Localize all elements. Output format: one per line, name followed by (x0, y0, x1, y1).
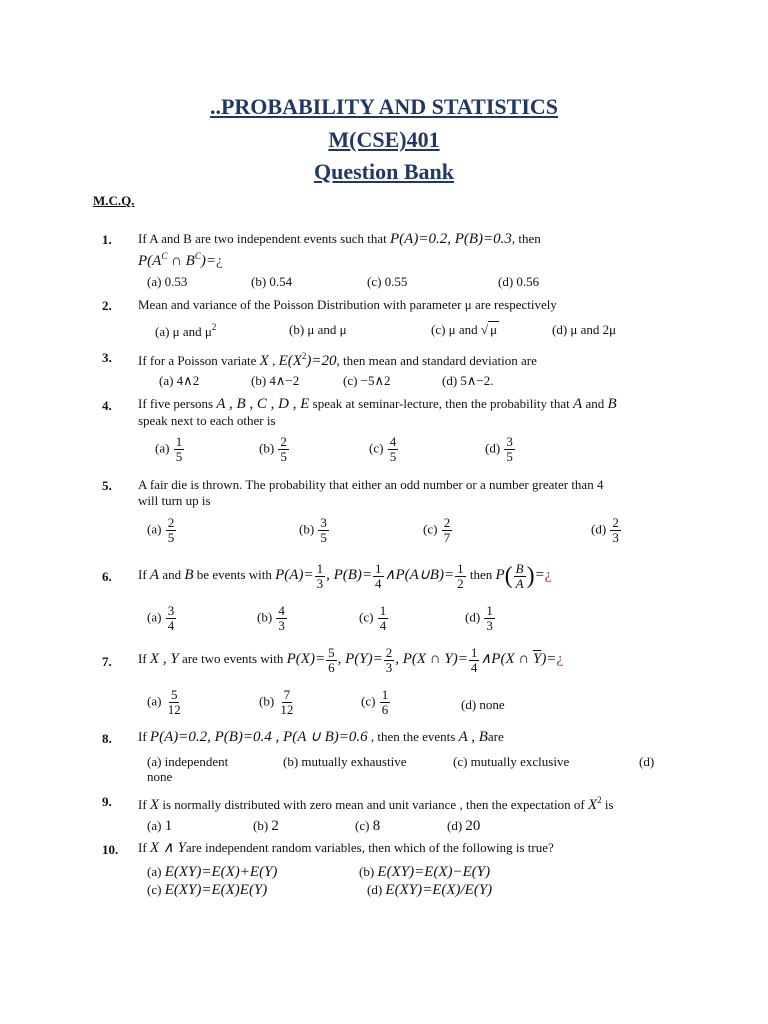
option-d: (d) $\frac{3}{5}$ (485, 434, 513, 464)
question-text: If X ∧ Yare independent random variables, then which of the following is true? (138, 840, 554, 856)
question-text-cont: will turn up is (138, 493, 211, 508)
option-d: (d) (639, 754, 655, 769)
option-b: (b) E(XY)=E(X)−E(Y) (359, 864, 491, 880)
question-number: 1. (102, 232, 112, 247)
question-text: Mean and variance of the Poisson Distribution with parameter μ are respectively (138, 297, 557, 312)
question-number: 2. (102, 298, 112, 313)
option-d: (d) none (461, 697, 505, 712)
question-number: 8. (102, 731, 112, 746)
option-b: (b) 4∧−2 (251, 373, 300, 388)
question-text: If A and B are two independent events such that P(A)=0.2, P(B)=0.3, then (138, 231, 541, 247)
option-a: (a) $\frac{5}{12}$ (147, 687, 181, 717)
course-code: M(CSE)401 (328, 127, 440, 152)
section-heading: M.C.Q. (93, 193, 135, 208)
option-a: (a) independent (147, 754, 229, 769)
option-b: (b) $\frac{7}{12}$ (259, 687, 294, 717)
option-d: (d) 20 (447, 818, 481, 834)
option-c: (c) 0.55 (367, 274, 408, 289)
question-text-cont: $P(A^C$ ∩ $B^C)=¿$ (138, 251, 223, 269)
question-text: If A and B be events with P(A)= $\frac{1}{3}$ , P(B)= $\frac{1}{4}$ ∧P(A∪B)= $\frac{1}{2}$ then P( $\frac{B}{A}$ )=¿ (138, 560, 552, 591)
question-number: 3. (102, 350, 112, 365)
option-c: (c) $\frac{2}{7}$ (423, 515, 451, 545)
option-d: (d) μ and 2μ (552, 322, 617, 337)
question-text: If for a Poisson variate X , $E(X^2)=20$, then mean and standard deviation are (138, 351, 537, 369)
option-a: (a) 1 (147, 818, 173, 834)
option-d-cont: none (147, 769, 173, 784)
option-b: (b) 0.54 (251, 274, 293, 289)
question-number: 9. (102, 794, 112, 809)
question-text: If X is normally distributed with zero mean and unit variance , then the expectation of $X^2$ is (138, 795, 614, 813)
option-c: (c) mutually exclusive (453, 754, 570, 769)
question-text: If five persons A , B , C , D , E speak at seminar-lecture, then the probability that A and B (138, 396, 617, 412)
option-a: (a) E(XY)=E(X)+E(Y) (147, 864, 278, 880)
option-a: (a) $\frac{1}{5}$ (155, 434, 183, 464)
option-c: (c) $\frac{1}{4}$ (359, 603, 387, 633)
option-b: (b) mutually exhaustive (283, 754, 407, 769)
question-text: A fair die is thrown. The probability that either an odd number or a number greater than 4 (138, 477, 604, 492)
question-text-cont: speak next to each other is (138, 413, 276, 428)
option-c: (c) μ and √ μ (431, 322, 498, 337)
option-c: (c) E(XY)=E(X)E(Y) (147, 882, 268, 898)
option-c: (c) −5∧2 (343, 373, 391, 388)
option-c: (c) $\frac{1}{6}$ (361, 687, 389, 717)
question-text: If P(A)=0.2, P(B)=0.4 , P(A ∪ B)=0.6 , then the events A , Bare (138, 729, 504, 745)
question-number: 7. (102, 654, 112, 669)
option-b: (b) 2 (253, 818, 279, 834)
option-a: (a) $\frac{2}{5}$ (147, 515, 175, 545)
doc-title: ..PROBABILITY AND STATISTICS (209, 94, 559, 119)
option-a: (a) 0.53 (147, 274, 188, 289)
option-d: (d) 5∧−2. (442, 373, 494, 388)
option-b: (b) $\frac{4}{3}$ (257, 603, 285, 633)
option-d: (d) E(XY)=E(X)/E(Y) (367, 882, 493, 898)
doc-subtitle: Question Bank (314, 159, 454, 184)
option-b: (b) $\frac{2}{5}$ (259, 434, 287, 464)
question-text: If X , Y are two events with P(X)= $\frac{5}{6}$ , P(Y)= $\frac{2}{3}$ , P(X ∩ Y)= $\frac{1}{4}$ ∧P(X ∩ $\overline{Y})=¿$ (138, 644, 564, 675)
option-d: (d) $\frac{1}{3}$ (465, 603, 493, 633)
option-c: (c) $\frac{4}{5}$ (369, 434, 397, 464)
option-d: (d) 0.56 (498, 274, 540, 289)
question-number: 10. (102, 842, 119, 857)
option-d: (d) $\frac{2}{3}$ (591, 515, 619, 545)
option-b: (b) $\frac{3}{5}$ (299, 515, 327, 545)
option-a: (a) μ and $\mu^2$ (155, 322, 217, 339)
option-c: (c) 8 (355, 818, 381, 834)
option-b: (b) μ and μ (289, 322, 347, 337)
question-number: 6. (102, 569, 112, 584)
option-a: (a) $\frac{3}{4}$ (147, 603, 175, 633)
question-number: 4. (102, 398, 112, 413)
question-number: 5. (102, 478, 112, 493)
option-a: (a) 4∧2 (159, 373, 200, 388)
